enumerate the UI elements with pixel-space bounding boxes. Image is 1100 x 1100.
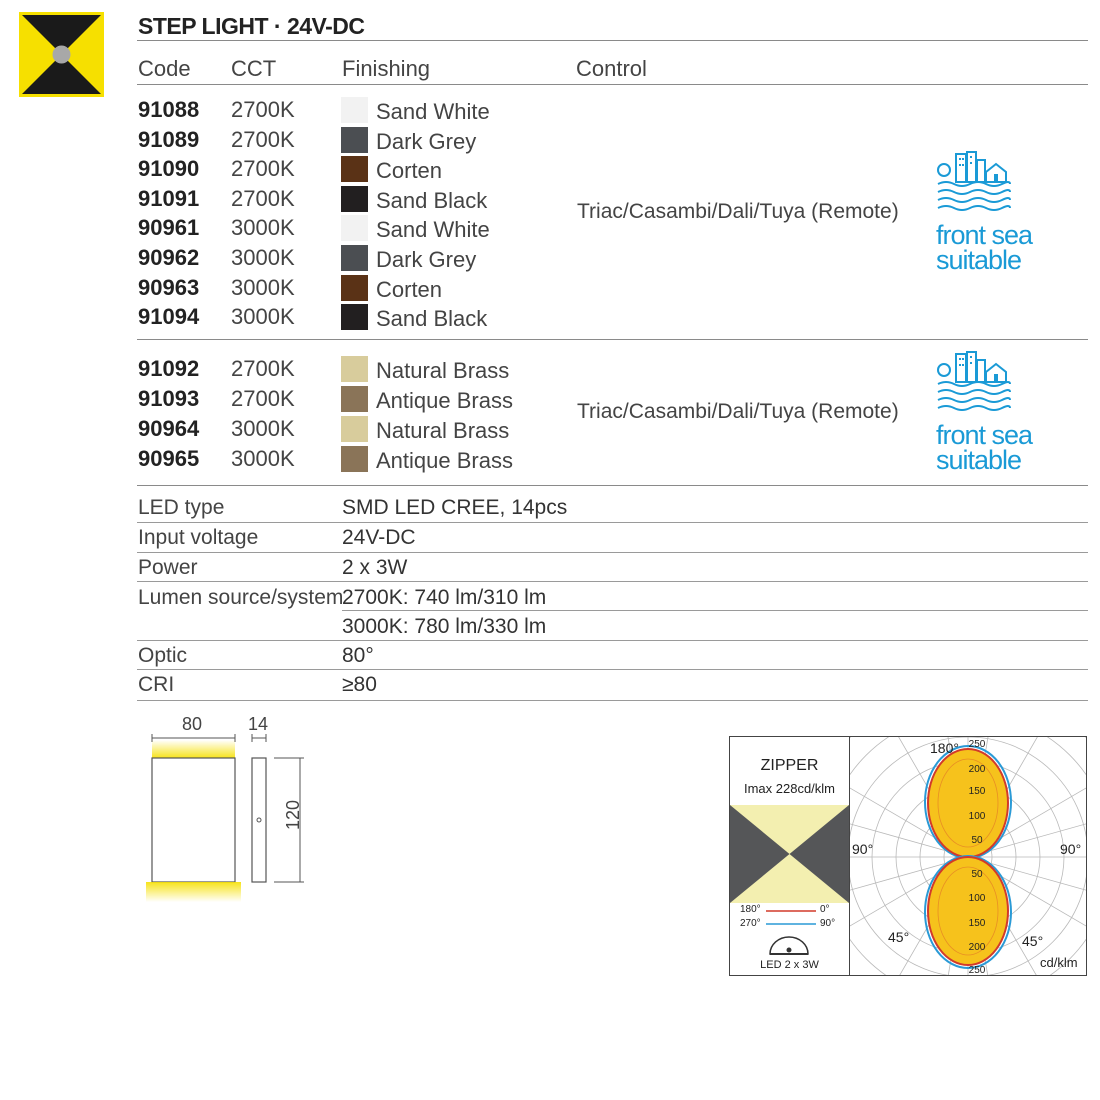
dim-depth: 14: [248, 714, 269, 734]
page-title: STEP LIGHT · 24V-DC: [138, 13, 365, 39]
dim-width: 80: [182, 714, 203, 734]
cct-value: 2700K: [231, 356, 295, 381]
finish-swatch: [341, 304, 368, 330]
product-code: 90961: [138, 215, 200, 241]
finish-swatch: [341, 446, 368, 472]
unit-label: cd/klm: [1040, 955, 1078, 970]
spec-divider: [137, 700, 1088, 701]
cct-value: 3000K: [231, 215, 295, 241]
spec-value: 3000K: 780 lm/330 lm: [342, 615, 547, 638]
product-code: 91091: [138, 185, 200, 211]
spec-divider: [342, 610, 1088, 611]
product-code: 90962: [138, 245, 200, 270]
cct-value: 2700K: [231, 386, 295, 411]
polar-diagram: [850, 737, 1086, 975]
spec-label: Input voltage: [138, 526, 259, 549]
front-sea-line1: front sea: [936, 220, 1033, 250]
finish-swatch: [341, 416, 368, 442]
polar-scale-label: 150: [968, 786, 986, 797]
polar-scale-label: 250: [968, 739, 986, 750]
legend-270: 270°: [740, 918, 761, 929]
product-code: 91090: [138, 156, 200, 182]
spec-divider: [137, 669, 1088, 670]
spec-divider: [137, 581, 1088, 582]
product-code: 90965: [138, 446, 200, 471]
spec-value: 80°: [342, 644, 374, 667]
col-header-control: Control: [576, 56, 647, 81]
finish-swatch: [341, 386, 368, 412]
polar-scale-label: 200: [968, 942, 986, 953]
finish-name: Sand White: [376, 99, 490, 124]
finish-swatch: [341, 156, 368, 182]
cct-value: 2700K: [231, 185, 295, 211]
finish-swatch: [341, 215, 368, 241]
spec-label: Lumen source/system: [138, 586, 344, 609]
dim-height: 120: [283, 799, 303, 830]
cct-value: 2700K: [231, 126, 295, 152]
spec-label: Optic: [138, 644, 188, 667]
led-spec: LED 2 x 3W: [760, 959, 819, 971]
finish-name: Natural Brass: [376, 358, 510, 383]
legend-90: 90°: [820, 918, 836, 929]
specs-top-divider: [137, 485, 1088, 486]
spec-label: Power: [138, 556, 198, 579]
polar-scale-label: 100: [968, 893, 986, 904]
finish-name: Antique Brass: [376, 448, 513, 473]
cct-value: 3000K: [231, 245, 295, 270]
front-sea-line2: suitable: [936, 445, 1022, 475]
spec-divider: [137, 522, 1088, 523]
spec-value: 24V-DC: [342, 526, 416, 549]
product-code: 90964: [138, 416, 200, 441]
cct-value: 2700K: [231, 97, 295, 122]
finish-swatch: [341, 186, 368, 212]
finish-swatch: [341, 97, 368, 123]
finish-swatch: [341, 275, 368, 301]
photometric-info-panel: [730, 737, 850, 975]
product-code: 91093: [138, 386, 200, 411]
beam-pattern-icon: [730, 805, 849, 903]
cct-value: 2700K: [231, 156, 295, 182]
product-code: 91092: [138, 356, 200, 381]
polar-scale-label: 100: [968, 811, 986, 822]
cct-value: 3000K: [231, 304, 295, 330]
angle-label-left: 90°: [852, 841, 874, 857]
product-code: 90963: [138, 274, 200, 300]
front-sea-badge-1: [936, 150, 1036, 273]
cct-value: 3000K: [231, 274, 295, 300]
angle-label-bottom-right: 45°: [1022, 933, 1044, 949]
col-header-cct: CCT: [231, 56, 277, 81]
col-header-code: Code: [138, 56, 191, 81]
front-sea-line1: front sea: [936, 420, 1033, 450]
finish-name: Corten: [376, 276, 443, 302]
product-code: 91089: [138, 126, 200, 152]
group-divider: [137, 339, 1088, 340]
polar-scale-label: 50: [971, 869, 983, 880]
finish-swatch: [341, 127, 368, 153]
cct-value: 3000K: [231, 446, 295, 471]
control-text-group-2: Triac/Casambi/Dali/Tuya (Remote): [577, 400, 899, 423]
imax-label: Imax 228cd/klm: [743, 781, 836, 796]
finish-name: Sand White: [376, 217, 490, 243]
cct-value: 3000K: [231, 416, 295, 441]
luminaire-name: ZIPPER: [760, 757, 819, 774]
spec-value: ≥80: [342, 673, 377, 696]
dimension-drawing: [140, 712, 320, 912]
finish-name: Antique Brass: [376, 388, 513, 413]
angle-label-top: 180°: [930, 740, 959, 756]
finish-name: Sand Black: [376, 187, 488, 213]
finish-swatch: [341, 245, 368, 271]
finish-name: Sand Black: [376, 306, 488, 332]
angle-label-right: 90°: [1060, 841, 1082, 857]
polar-scale-label: 200: [968, 764, 986, 775]
finish-swatch: [341, 356, 368, 382]
col-header-finishing: Finishing: [342, 56, 431, 81]
finish-name: Dark Grey: [376, 247, 477, 272]
spec-label: LED type: [138, 496, 225, 519]
photometric-diagram: [729, 736, 1087, 976]
polar-scale-label: 150: [968, 918, 986, 929]
spec-divider: [137, 552, 1088, 553]
finish-name: Dark Grey: [376, 128, 477, 154]
header-divider: [137, 84, 1088, 85]
spec-value: 2700K: 740 lm/310 lm: [342, 586, 547, 609]
front-sea-badge-2: [936, 350, 1036, 473]
finish-name: Natural Brass: [376, 418, 510, 443]
finish-name: Corten: [376, 158, 443, 184]
title-divider: [137, 40, 1088, 41]
polar-scale-label: 250: [968, 965, 986, 975]
front-sea-line2: suitable: [936, 245, 1022, 275]
angle-label-bottom-left: 45°: [888, 929, 910, 945]
spec-value: SMD LED CREE, 14pcs: [342, 496, 568, 519]
legend-0: 0°: [820, 904, 830, 915]
front-sea-icon: [936, 150, 1012, 216]
legend-180: 180°: [740, 904, 761, 915]
control-text-group-1: Triac/Casambi/Dali/Tuya (Remote): [577, 200, 899, 223]
product-code: 91094: [138, 304, 200, 330]
product-logo: [19, 12, 104, 97]
spec-label: CRI: [138, 673, 175, 696]
front-sea-icon: [936, 350, 1012, 416]
product-code: 91088: [138, 97, 200, 122]
spec-value: 2 x 3W: [342, 556, 408, 579]
spec-divider: [137, 640, 1088, 641]
polar-scale-label: 50: [971, 835, 983, 846]
